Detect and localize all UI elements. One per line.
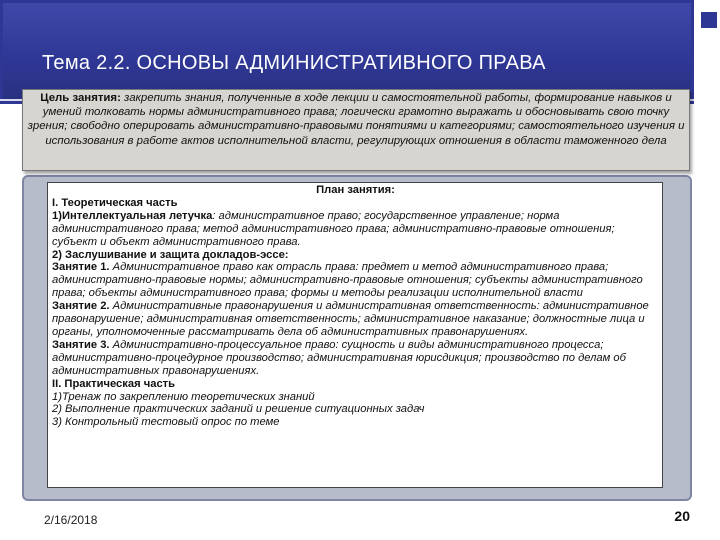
lesson2-item [52, 300, 659, 339]
part2-heading: II. Практическая часть [52, 377, 176, 390]
lesson2-text: Административные правонарушения и административная ответственность: административное правонарушение; административная ответственность; административное наказание; должностные лица и органы, уполномоченные рассматривать дела об административных правонарушениях. [52, 300, 649, 338]
essay-heading: 2) Заслушивание и защита докладов-эссе: [52, 248, 289, 261]
lesson1-item [52, 261, 659, 300]
goal-text: закрепить знания, полученные в ходе лекции и самостоятельной работы, формирование навыков и умений толковать нормы административного права; логически грамотно выражать и обосновывать свою точку зрения; свободно оперировать административно-правовыми понятиями и категориями; самостоятельного изучения и использования в работе актов исполнительной власти, регулирующих отношения в области таможенного дела [27, 92, 685, 147]
corner-square-decoration [701, 12, 717, 28]
plan-box [47, 182, 663, 488]
slide-date: 2/16/2018 [44, 513, 98, 527]
plan-title: План занятия: [316, 184, 395, 196]
practice-item-3: 3) Контрольный тестовый опрос по теме [52, 416, 280, 429]
lesson1-text: Административное право как отрасль права: предмет и метод административного права; административно-правовые нормы; административно-правовые отношения; субъекты административного права; объекты административного права; формы и методы реализации исполнительной власти [52, 261, 643, 300]
lesson1-label: Занятие 1. [52, 261, 110, 274]
quiz-label: 1)Интеллектуальная летучка [52, 209, 213, 222]
goal-box [22, 89, 690, 171]
goal-label: Цель занятия: [40, 92, 121, 104]
lesson3-item [52, 339, 659, 378]
page-number: 20 [674, 508, 690, 524]
quiz-item [52, 210, 659, 249]
practice-item-2: 2) Выполнение практических заданий и решение ситуационных задач [52, 403, 425, 416]
quiz-text: : административное право; государственное управление; норма административного права; метод административного права; административно-правовые отношения; субъект и объект административного права. [52, 209, 615, 248]
lesson2-label: Занятие 2. [52, 300, 110, 313]
lesson3-label: Занятие 3. [52, 338, 110, 351]
lesson3-text: Административно-процессуальное право: сущность и виды административного процесса; административно-процедурное производство; административная юрисдикция; производство по делам об административных правонарушениях. [52, 338, 626, 377]
part1-heading: I. Теоретическая часть [52, 196, 178, 209]
slide-title: Тема 2.2. ОСНОВЫ АДМИНИСТРАТИВНОГО ПРАВА [42, 52, 546, 74]
practice-item-1: 1)Тренаж по закреплению теоретических знаний [52, 390, 315, 403]
